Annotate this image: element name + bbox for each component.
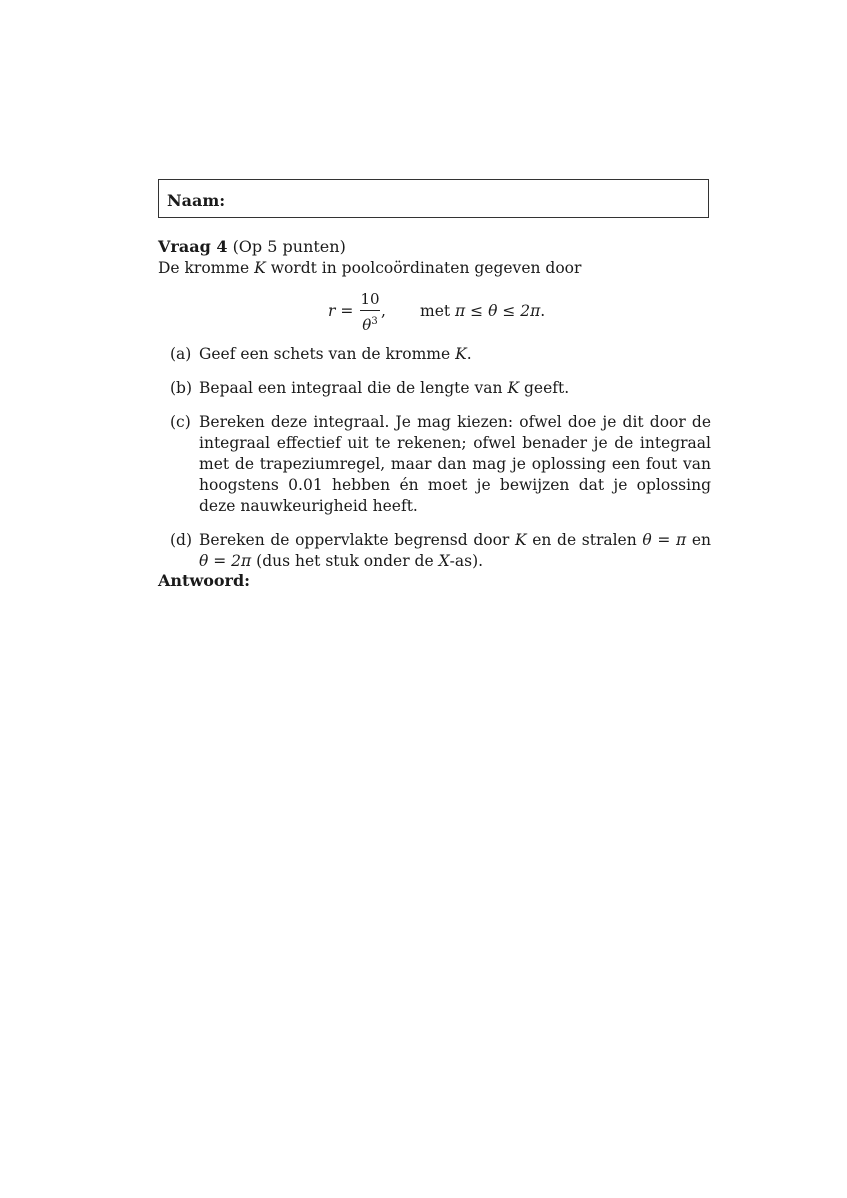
part-math: θ = 2π <box>199 552 252 570</box>
part-c <box>158 412 711 517</box>
part-math: K <box>514 531 527 549</box>
part-after: . <box>466 345 472 363</box>
question-number: Vraag 4 <box>158 237 228 256</box>
part-math: X <box>438 552 450 570</box>
formula-numerator: 10 <box>360 290 380 308</box>
formula-denominator <box>360 312 380 334</box>
condition-prefix: met <box>420 302 451 320</box>
part-math: K <box>507 379 520 397</box>
intro-curve: K <box>254 259 266 277</box>
name-box[interactable] <box>158 179 709 218</box>
part-letter: (d) <box>170 531 193 549</box>
polar-formula <box>328 290 558 336</box>
name-label: Naam: <box>167 191 226 210</box>
intro-prefix: De kromme <box>158 259 250 277</box>
part-after: en <box>691 531 711 549</box>
part-letter: (b) <box>170 379 193 397</box>
part-b <box>158 378 711 399</box>
part-after: geeft. <box>523 379 570 397</box>
part-after: en de stralen <box>532 531 637 549</box>
part-text: Geef een schets van de kromme <box>199 345 451 363</box>
question-parts <box>158 344 711 585</box>
part-math: θ = π <box>642 531 687 549</box>
condition-end: . <box>540 302 546 320</box>
part-text: Bereken de oppervlakte begrensd door <box>199 531 510 549</box>
part-letter: (c) <box>170 413 191 431</box>
intro-suffix: wordt in poolcoördinaten gegeven door <box>270 259 582 277</box>
part-math: K <box>455 345 467 363</box>
part-after: -as). <box>449 552 484 570</box>
denominator-var: θ <box>362 316 372 334</box>
condition-math: π ≤ θ ≤ 2π <box>455 302 541 320</box>
part-d <box>158 530 711 572</box>
part-text: Bereken deze integraal. Je mag kiezen: ofwel doe je dit door de integraal effectief uit te rekenen; ofwel benader je de integraal met de trapeziumregel, maar dan mag je oplossing een fout van hoogstens 0.01 hebben én moet je bewijzen dat je oplossing deze nauwkeurigheid heeft. <box>199 413 711 515</box>
formula-comma: , <box>381 302 386 320</box>
question-header <box>158 236 346 257</box>
question-points: (Op 5 punten) <box>232 237 346 256</box>
question-intro <box>158 258 581 279</box>
part-text: Bepaal een integraal die de lengte van <box>199 379 503 397</box>
part-letter: (a) <box>170 345 192 363</box>
fraction-bar <box>360 310 380 311</box>
formula-fraction <box>360 290 380 334</box>
denominator-exp: 3 <box>371 316 378 327</box>
answer-label: Antwoord: <box>158 571 251 590</box>
formula-lhs: r = <box>328 302 354 320</box>
formula-condition <box>420 301 545 322</box>
part-a <box>158 344 711 365</box>
part-after: (dus het stuk onder de <box>256 552 434 570</box>
